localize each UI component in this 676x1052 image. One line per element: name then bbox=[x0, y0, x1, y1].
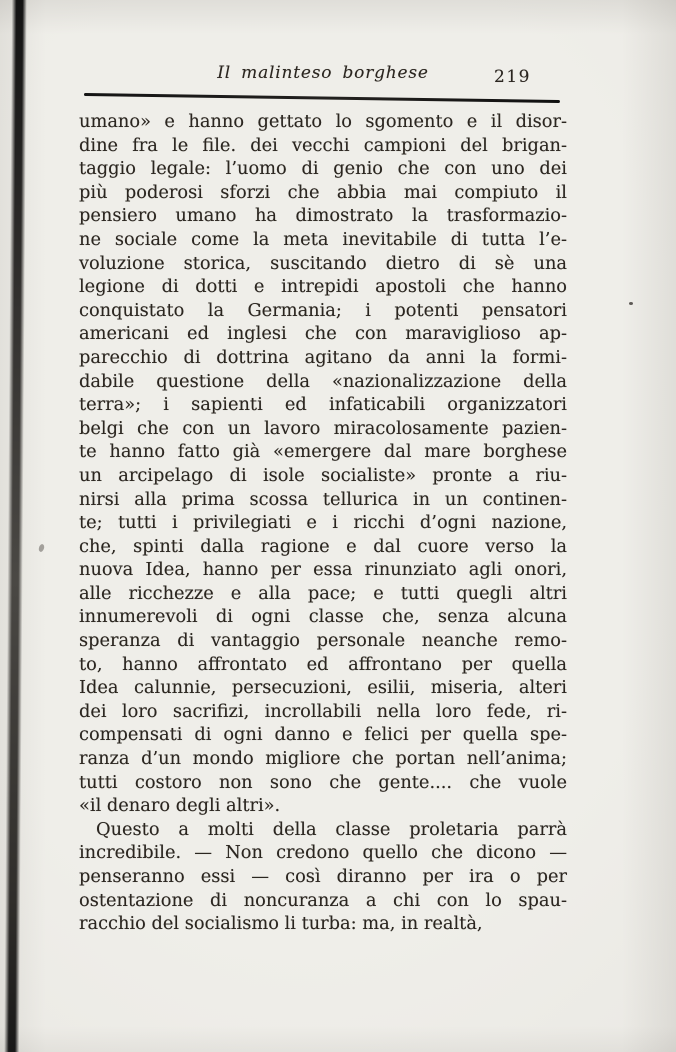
text-line: penseranno essi — così diranno per ira o per bbox=[79, 866, 567, 887]
text-block bbox=[79, 60, 567, 935]
text-line: te; tutti i privilegiati e i ricchi d’ogni nazione, bbox=[79, 512, 567, 534]
text-line: incredibile. — Non credono quello che dicono — bbox=[79, 842, 567, 864]
body-text bbox=[79, 110, 567, 936]
text-line: tutti costoro non sono che gente.... che vuole bbox=[79, 771, 567, 793]
running-title: Il malinteso borghese bbox=[217, 63, 429, 83]
text-line: nirsi alla prima scossa tellurica in un continen- bbox=[79, 488, 567, 510]
text-line: ranza d’un mondo migliore che portan nell’anima; bbox=[79, 748, 567, 770]
text-line: voluzione storica, suscitando dietro di sè una bbox=[79, 252, 567, 274]
text-line: legione di dotti e intrepidi apostoli che hanno bbox=[79, 276, 567, 298]
page-header bbox=[79, 60, 567, 94]
text-line: parecchio di dottrina agitano da anni la formi- bbox=[79, 346, 567, 368]
text-line: dabile questione della «nazionalizzazione della bbox=[79, 370, 567, 392]
text-line: belgi che con un lavoro miracolosamente pazien- bbox=[79, 417, 567, 439]
text-line: più poderosi sforzi che abbia mai compiuto il bbox=[79, 181, 567, 203]
text-line: racchio del socialismo li turba: ma, in realtà, bbox=[79, 913, 483, 935]
text-line: terra»; i sapienti ed infaticabili organizzatori bbox=[79, 394, 567, 416]
text-line: un arcipelago di isole socialiste» pronte a riu- bbox=[79, 464, 567, 486]
text-line: to, hanno affrontato ed affrontano per quella bbox=[79, 653, 567, 675]
page-number: 219 bbox=[494, 67, 531, 87]
text-line: nuova Idea, hanno per essa rinunziato agli onori, bbox=[79, 559, 567, 581]
text-line: ostentazione di noncuranza a chi con lo spau- bbox=[79, 889, 567, 911]
text-line: taggio legale: l’uomo di genio che con uno dei bbox=[79, 158, 567, 180]
text-line: «il denaro degli altri». bbox=[79, 795, 281, 817]
text-line: americani ed inglesi che con maraviglioso ap- bbox=[79, 323, 567, 345]
header-rule bbox=[84, 93, 560, 103]
ink-speck bbox=[38, 543, 45, 552]
text-line: Idea calunnie, persecuzioni, esilii, miseria, alteri bbox=[79, 677, 567, 699]
text-line: umano» e hanno gettato lo sgomento e il disor- bbox=[79, 111, 567, 132]
text-line: te hanno fatto già «emergere dal mare borghese bbox=[79, 441, 567, 463]
text-line: conquistato la Germania; i potenti pensatori bbox=[79, 299, 567, 321]
text-line: ne sociale come la meta inevitabile di tutta l’e- bbox=[79, 228, 567, 250]
text-line: che, spinti dalla ragione e dal cuore verso la bbox=[79, 535, 567, 557]
binding-shadow bbox=[4, 0, 27, 1052]
text-line: dine fra le file. dei vecchi campioni del brigan- bbox=[79, 134, 567, 156]
text-line: compensati di ogni danno e felici per quella spe- bbox=[79, 724, 567, 746]
ink-speck bbox=[629, 302, 633, 305]
text-line: pensiero umano ha dimostrato la trasformazio- bbox=[79, 205, 567, 227]
text-line: Questo a molti della classe proletaria parrà bbox=[96, 818, 567, 840]
text-line: speranza di vantaggio personale neanche remo- bbox=[79, 630, 567, 652]
text-line: dei loro sacrifizi, incrollabili nella loro fede, ri- bbox=[79, 700, 567, 722]
text-line: alle ricchezze e alla pace; e tutti quegli altri bbox=[79, 582, 567, 604]
text-line: innumerevoli di ogni classe che, senza alcuna bbox=[79, 606, 567, 628]
